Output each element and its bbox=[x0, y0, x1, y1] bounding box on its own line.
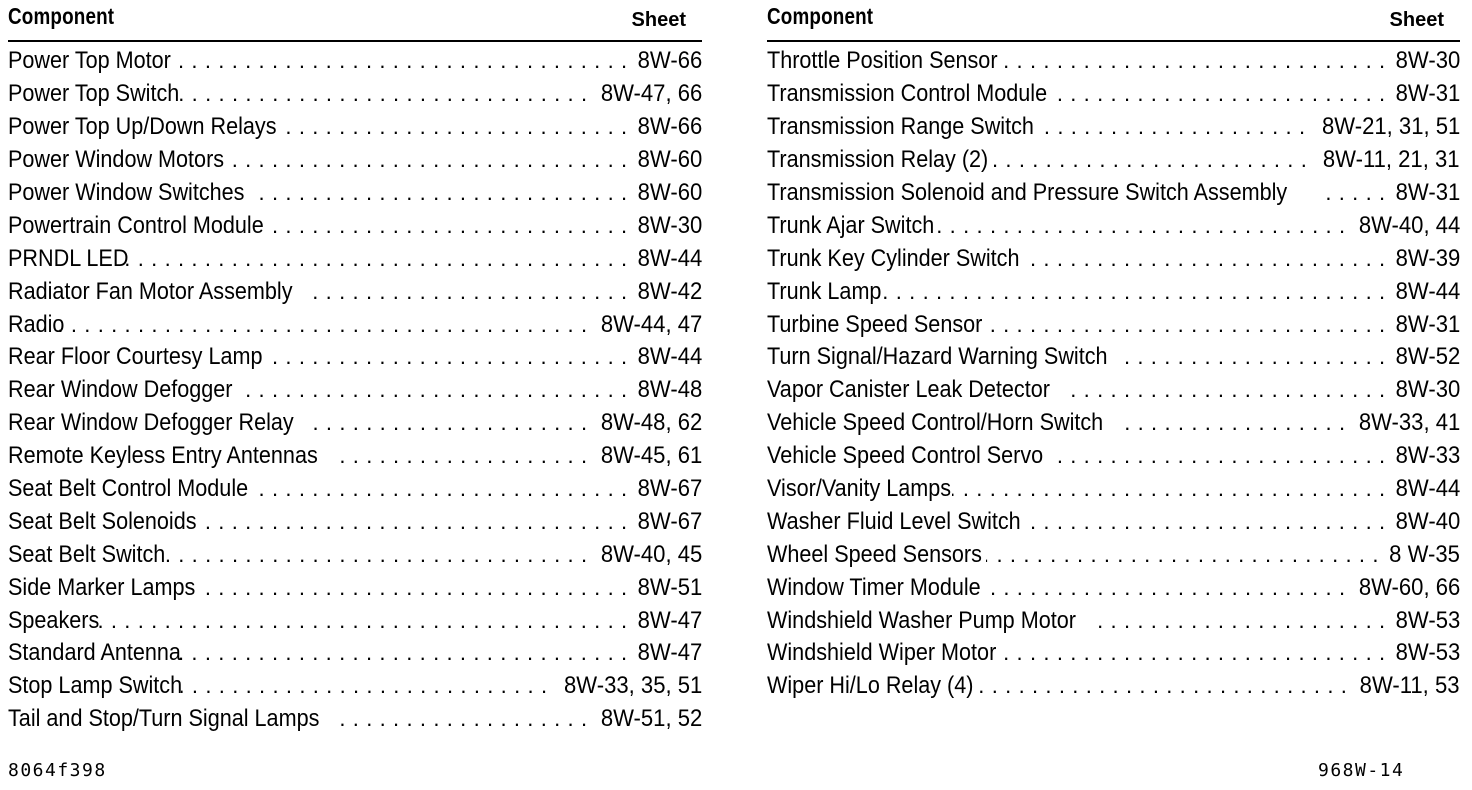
index-row bbox=[767, 505, 1460, 538]
dot-leader bbox=[180, 637, 628, 669]
sheet-reference: 8W-30 bbox=[1395, 376, 1460, 404]
sheet-reference: 8W-60, 66 bbox=[1358, 573, 1460, 601]
component-name: Windshield Wiper Motor bbox=[767, 639, 997, 667]
component-name: Rear Window Defogger bbox=[8, 376, 233, 404]
component-name: Stop Lamp Switch bbox=[8, 672, 183, 700]
sheet-reference: 8W-67 bbox=[637, 475, 702, 503]
index-row bbox=[767, 242, 1460, 275]
sheet-reference: 8W-11, 21, 31 bbox=[1323, 146, 1460, 174]
component-name: Radio bbox=[8, 310, 65, 338]
index-row bbox=[8, 637, 702, 670]
component-name: Power Top Motor bbox=[8, 47, 171, 75]
sheet-reference: 8W-11, 53 bbox=[1360, 672, 1460, 700]
component-name: Transmission Relay (2) bbox=[767, 146, 989, 174]
index-row bbox=[767, 637, 1460, 670]
sheet-reference: 8W-53 bbox=[1395, 606, 1460, 634]
sheet-reference: 8W-44 bbox=[1395, 475, 1460, 503]
sheet-reference: 8W-48, 62 bbox=[600, 409, 702, 437]
component-name: Standard Antenna bbox=[8, 639, 181, 667]
component-name: Rear Window Defogger Relay bbox=[8, 409, 294, 437]
index-row bbox=[8, 505, 702, 538]
component-name: Transmission Range Switch bbox=[767, 113, 1034, 141]
index-row bbox=[767, 308, 1460, 341]
index-row bbox=[8, 703, 702, 736]
component-name: Powertrain Control Module bbox=[8, 211, 264, 239]
component-name: Transmission Control Module bbox=[767, 80, 1048, 108]
sheet-reference: 8W-30 bbox=[637, 211, 702, 239]
dot-leader bbox=[237, 374, 627, 406]
component-name: Trunk Lamp bbox=[767, 277, 882, 305]
dot-leader bbox=[255, 473, 628, 505]
component-name: Seat Belt Control Module bbox=[8, 475, 249, 503]
component-name: Radiator Fan Motor Assembly bbox=[8, 277, 293, 305]
dot-leader bbox=[986, 309, 1385, 341]
dot-leader bbox=[228, 144, 628, 176]
index-row bbox=[767, 111, 1460, 144]
dot-leader bbox=[286, 111, 627, 143]
left-index-rows bbox=[8, 45, 702, 736]
dot-leader bbox=[251, 177, 628, 209]
left-table-header bbox=[8, 0, 702, 42]
component-name: Vehicle Speed Control/Horn Switch bbox=[767, 409, 1104, 437]
component-name: Remote Keyless Entry Antennas bbox=[8, 442, 318, 470]
index-row bbox=[767, 78, 1460, 111]
sheet-reference: 8W-44 bbox=[637, 244, 702, 272]
component-name: Turbine Speed Sensor bbox=[767, 310, 983, 338]
index-row bbox=[767, 144, 1460, 177]
sheet-reference: 8W-48 bbox=[637, 376, 702, 404]
dot-leader bbox=[51, 309, 588, 341]
sheet-reference: 8W-60 bbox=[637, 179, 702, 206]
component-name: Trunk Key Cylinder Switch bbox=[767, 244, 1020, 272]
component-name: Power Top Up/Down Relays bbox=[8, 113, 277, 141]
index-row bbox=[767, 341, 1460, 374]
index-row bbox=[767, 209, 1460, 242]
right-index-rows bbox=[767, 45, 1460, 703]
sheet-reference: 8W-47 bbox=[637, 639, 702, 667]
index-row bbox=[767, 571, 1460, 604]
sheet-reference: 8W-51 bbox=[637, 573, 702, 601]
dot-leader bbox=[196, 572, 628, 604]
index-row bbox=[767, 275, 1460, 308]
index-row bbox=[8, 538, 702, 571]
dot-leader bbox=[197, 506, 627, 538]
dot-leader bbox=[1003, 45, 1386, 77]
component-name: PRNDL LED bbox=[8, 244, 129, 272]
dot-leader bbox=[1058, 78, 1386, 110]
dot-leader bbox=[271, 341, 628, 373]
index-row bbox=[767, 374, 1460, 407]
component-name: Window Timer Module bbox=[767, 573, 981, 601]
index-row bbox=[767, 604, 1460, 637]
sheet-reference: 8W-40 bbox=[1395, 507, 1460, 535]
dot-leader bbox=[1061, 374, 1385, 406]
dot-leader bbox=[169, 45, 628, 77]
index-row bbox=[767, 538, 1460, 571]
dot-leader bbox=[1090, 605, 1386, 637]
sheet-reference: 8W-33, 41 bbox=[1358, 409, 1460, 437]
component-name: Rear Floor Courtesy Lamp bbox=[8, 343, 263, 371]
index-row bbox=[8, 45, 702, 78]
dot-leader bbox=[334, 703, 588, 735]
sheet-reference: 8W-47 bbox=[637, 606, 702, 634]
index-row bbox=[8, 111, 702, 144]
dot-leader bbox=[1054, 440, 1386, 472]
component-name: Seat Belt Switch bbox=[8, 540, 166, 568]
index-row bbox=[767, 670, 1460, 703]
dot-leader bbox=[89, 605, 627, 637]
sheet-reference: 8W-40, 44 bbox=[1358, 211, 1460, 239]
sheet-reference: 8W-30 bbox=[1395, 47, 1460, 75]
index-row bbox=[8, 308, 702, 341]
index-row bbox=[8, 209, 702, 242]
dot-leader bbox=[181, 670, 547, 702]
sheet-reference: 8W-40, 45 bbox=[600, 540, 702, 568]
dot-leader bbox=[1002, 637, 1386, 669]
dot-leader bbox=[952, 473, 1386, 505]
dot-leader bbox=[1029, 506, 1386, 538]
component-name: Visor/Vanity Lamps bbox=[767, 475, 952, 503]
dot-leader bbox=[304, 276, 628, 308]
right-component-heading: Component bbox=[767, 3, 874, 29]
index-row bbox=[767, 440, 1460, 473]
sheet-reference: 8 W-35 bbox=[1389, 540, 1460, 568]
component-name: Power Window Switches bbox=[8, 179, 245, 206]
component-name: Trunk Ajar Switch bbox=[767, 211, 935, 239]
index-row bbox=[8, 571, 702, 604]
index-row bbox=[767, 177, 1460, 210]
sheet-reference: 8W-44 bbox=[1395, 277, 1460, 305]
dot-leader bbox=[1044, 111, 1306, 143]
index-row bbox=[8, 341, 702, 374]
index-row bbox=[8, 604, 702, 637]
right-table-header bbox=[767, 0, 1460, 42]
dot-leader bbox=[163, 539, 588, 571]
dot-leader bbox=[1325, 177, 1386, 209]
right-sheet-heading: Sheet bbox=[1389, 9, 1444, 31]
sheet-reference: 8W-53 bbox=[1395, 639, 1460, 667]
index-row bbox=[8, 78, 702, 111]
component-name: Windshield Washer Pump Motor bbox=[767, 606, 1076, 634]
dot-leader bbox=[976, 670, 1347, 702]
component-name: Turn Signal/Hazard Warning Switch bbox=[767, 343, 1108, 371]
component-name: Vehicle Speed Control Servo bbox=[767, 442, 1044, 470]
dot-leader bbox=[986, 539, 1379, 571]
component-name: Transmission Solenoid and Pressure Switch Assembly bbox=[767, 179, 1288, 206]
page-code: 968W-14 bbox=[1318, 760, 1405, 781]
dot-leader bbox=[305, 407, 587, 439]
index-row bbox=[767, 45, 1460, 78]
sheet-reference: 8W-51, 52 bbox=[600, 705, 702, 733]
component-name: Power Window Motors bbox=[8, 146, 225, 174]
component-name: Throttle Position Sensor bbox=[767, 47, 998, 75]
sheet-reference: 8W-66 bbox=[637, 113, 702, 141]
index-row bbox=[8, 407, 702, 440]
sheet-reference: 8W-45, 61 bbox=[600, 442, 702, 470]
left-component-heading: Component bbox=[8, 3, 115, 29]
figure-code: 8064f398 bbox=[8, 760, 107, 781]
component-name: Side Marker Lamps bbox=[8, 573, 196, 601]
index-row bbox=[8, 144, 702, 177]
component-name: Wheel Speed Sensors bbox=[767, 540, 982, 568]
sheet-reference: 8W-66 bbox=[637, 47, 702, 75]
sheet-reference: 8W-39 bbox=[1395, 244, 1460, 272]
sheet-reference: 8W-33, 35, 51 bbox=[563, 672, 702, 700]
index-row bbox=[8, 275, 702, 308]
component-name: Speakers bbox=[8, 606, 100, 634]
component-name: Power Top Switch bbox=[8, 80, 180, 108]
right-index-column bbox=[767, 0, 1460, 700]
index-row bbox=[8, 242, 702, 275]
dot-leader bbox=[272, 210, 628, 242]
component-name: Vapor Canister Leak Detector bbox=[767, 376, 1050, 404]
left-sheet-heading: Sheet bbox=[631, 9, 686, 31]
component-name: Tail and Stop/Turn Signal Lamps bbox=[8, 705, 320, 733]
dot-leader bbox=[332, 440, 588, 472]
component-name: Washer Fluid Level Switch bbox=[767, 507, 1021, 535]
index-row bbox=[767, 473, 1460, 506]
left-index-column bbox=[8, 0, 702, 733]
sheet-reference: 8W-31 bbox=[1395, 80, 1460, 108]
sheet-reference: 8W-52 bbox=[1395, 343, 1460, 371]
index-row bbox=[8, 177, 702, 210]
sheet-reference: 8W-67 bbox=[637, 507, 702, 535]
dot-leader bbox=[874, 276, 1386, 308]
index-row bbox=[8, 374, 702, 407]
dot-leader bbox=[984, 572, 1345, 604]
index-row bbox=[8, 440, 702, 473]
dot-leader bbox=[993, 144, 1308, 176]
sheet-reference: 8W-44, 47 bbox=[600, 310, 702, 338]
index-row bbox=[8, 670, 702, 703]
sheet-reference: 8W-31 bbox=[1395, 310, 1460, 338]
dot-leader bbox=[1028, 243, 1386, 275]
index-row bbox=[8, 473, 702, 506]
sheet-reference: 8W-47, 66 bbox=[600, 80, 702, 108]
sheet-reference: 8W-21, 31, 51 bbox=[1321, 113, 1460, 141]
sheet-reference: 8W-31 bbox=[1395, 179, 1460, 206]
dot-leader bbox=[933, 210, 1346, 242]
index-row bbox=[767, 407, 1460, 440]
dot-leader bbox=[1121, 407, 1346, 439]
component-name: Wiper Hi/Lo Relay (4) bbox=[767, 672, 974, 700]
dot-leader bbox=[1125, 341, 1385, 373]
dot-leader bbox=[122, 243, 628, 275]
sheet-reference: 8W-44 bbox=[637, 343, 702, 371]
dot-leader bbox=[178, 78, 587, 110]
sheet-reference: 8W-33 bbox=[1395, 442, 1460, 470]
sheet-reference: 8W-42 bbox=[637, 277, 702, 305]
sheet-reference: 8W-60 bbox=[637, 146, 702, 174]
component-name: Seat Belt Solenoids bbox=[8, 507, 197, 535]
